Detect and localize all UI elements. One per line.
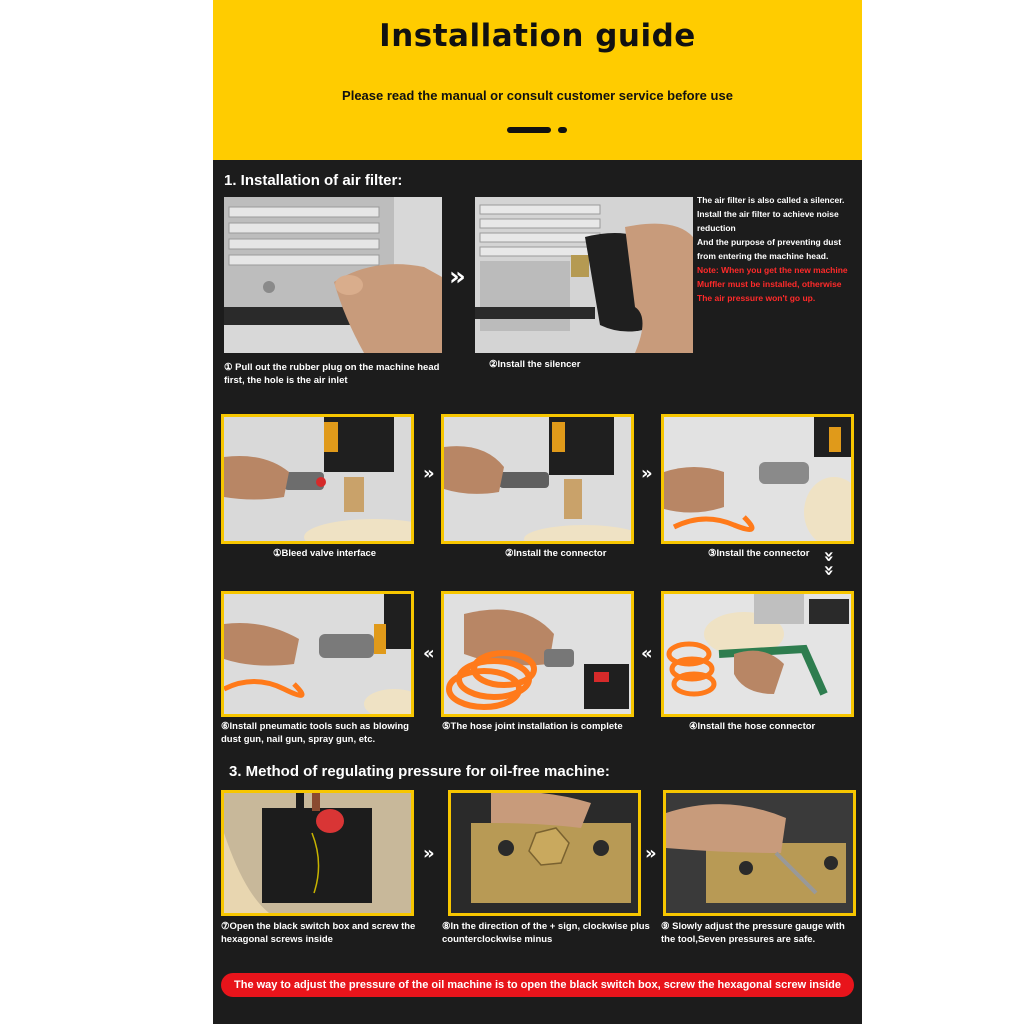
warning-line: Note: When you get the new machine (697, 265, 848, 275)
photo-install-hose-connector (661, 591, 854, 717)
air-filter-note (697, 193, 862, 305)
step-caption-install-connector-2: ③Install the connector (708, 548, 810, 559)
double-chevron-right-icon: » (641, 463, 653, 484)
warning-line: The air pressure won't go up. (697, 293, 816, 303)
double-chevron-left-icon: « (641, 643, 653, 664)
double-chevron-right-icon: » (449, 262, 466, 292)
pressure-adjust-banner: The way to adjust the pressure of the oil machine is to open the black switch box, screw the hexagonal screw inside (221, 973, 854, 997)
installation-guide-page (213, 0, 862, 1024)
double-chevron-down-icon: » (818, 564, 840, 577)
header-dot-decoration (558, 127, 567, 133)
step-caption-open-switch-box: ⑦Open the black switch box and screw the hexagonal screws inside (221, 921, 416, 945)
step-caption-hose-joint-complete: ⑤The hose joint installation is complete (442, 721, 623, 732)
double-chevron-right-icon: » (423, 843, 435, 864)
warning-line: Muffler must be installed, otherwise (697, 279, 842, 289)
photo-bleed-valve (221, 414, 414, 544)
step-caption-install-silencer: ②Install the silencer (489, 359, 581, 370)
double-chevron-right-icon: » (645, 843, 657, 864)
section1-heading: 1. Installation of air filter: (224, 172, 403, 189)
step-caption-install-connector: ②Install the connector (505, 548, 607, 559)
page-title: Installation guide (379, 18, 696, 54)
photo-pull-rubber-plug (224, 197, 442, 353)
double-chevron-left-icon: « (423, 643, 435, 664)
photo-adjust-pressure-gauge (663, 790, 856, 916)
section3-heading: 3. Method of regulating pressure for oil-free machine: (229, 763, 610, 780)
step-caption-bleed-valve: ①Bleed valve interface (273, 548, 377, 559)
step-caption-hose-connector: ④Install the hose connector (689, 721, 816, 732)
note-line: The air filter is also called a silencer. (697, 195, 845, 205)
photo-open-switch-box (221, 790, 414, 916)
photo-install-silencer (475, 197, 693, 353)
photo-adjust-screw-direction (448, 790, 641, 916)
step-caption-pressure-gauge: ⑨ Slowly adjust the pressure gauge with the tool,Seven pressures are safe. (661, 921, 845, 945)
page-subtitle: Please read the manual or consult customer service before use (342, 88, 733, 103)
photo-install-pneumatic-tools (221, 591, 414, 717)
double-chevron-down-icon: » (818, 550, 840, 563)
step-caption-pull-plug: ① Pull out the rubber plug on the machine head first, the hole is the air inlet (224, 362, 440, 386)
header-dash-decoration (507, 127, 551, 133)
note-line: Install the air filter to achieve noise reduction (697, 209, 839, 233)
photo-install-connector-b (661, 414, 854, 544)
photo-hose-joint-complete (441, 591, 634, 717)
note-line: And the purpose of preventing dust from entering the machine head. (697, 237, 842, 261)
double-chevron-right-icon: » (423, 463, 435, 484)
guide-header (213, 0, 862, 160)
photo-install-connector-a (441, 414, 634, 544)
step-caption-screw-direction: ⑧In the direction of the + sign, clockwise plus counterclockwise minus (442, 921, 650, 945)
step-caption-pneumatic-tools: ⑥Install pneumatic tools such as blowing dust gun, nail gun, spray gun, etc. (221, 721, 409, 745)
